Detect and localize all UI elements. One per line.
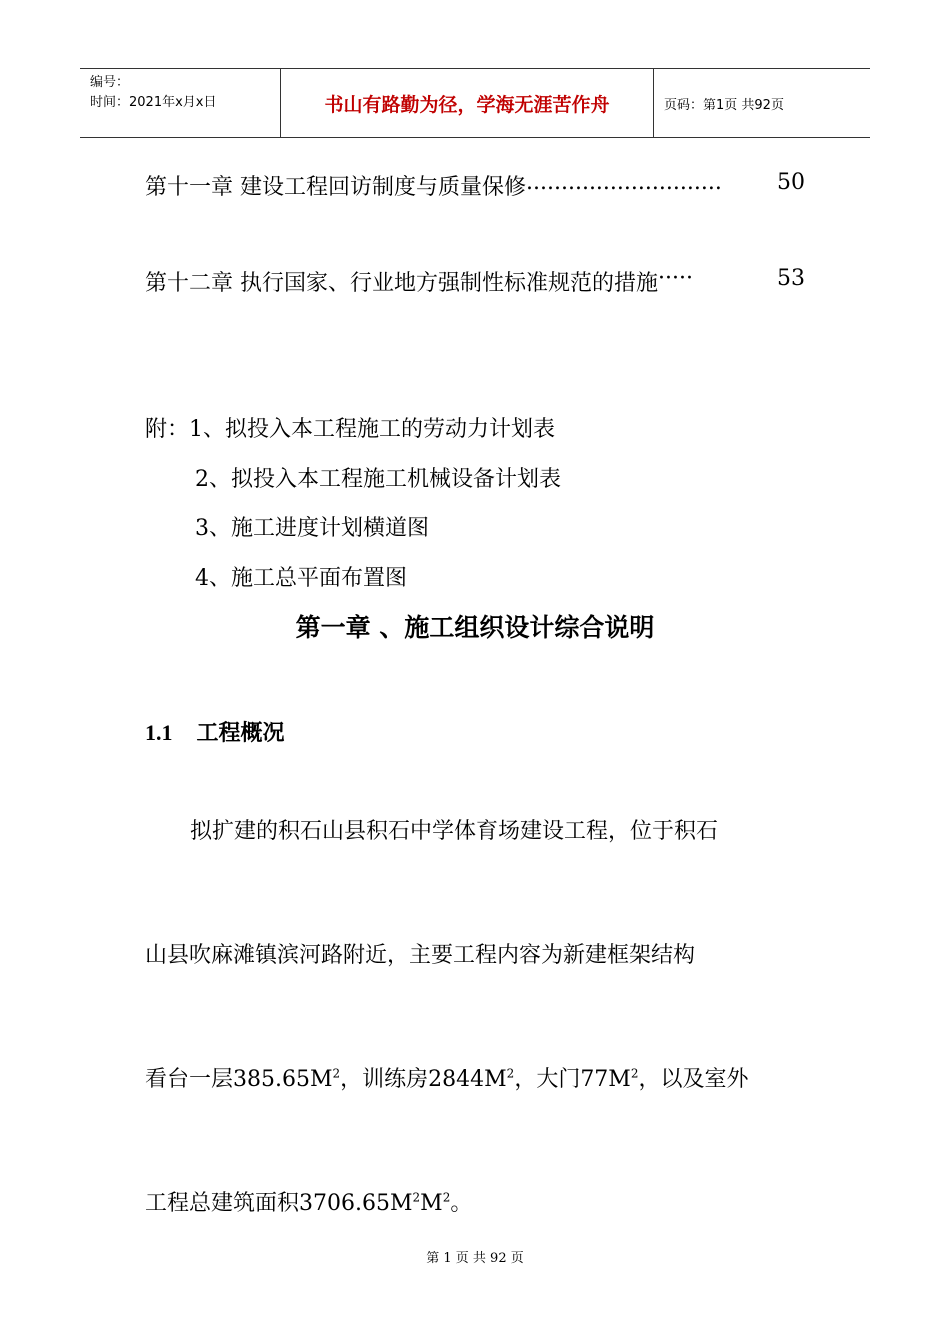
body-line-2: 山县吹麻滩镇滨河路附近，主要工程内容为新建框架结构 xyxy=(145,943,696,968)
toc-page: 50 xyxy=(777,170,805,195)
body-line-4: 工程总建筑面积$3706.65M^2M^2$。 xyxy=(145,1190,473,1216)
toc-title: 第十二章 执行国家、行业地方强制性标准规范的措施 xyxy=(145,271,658,296)
body-line-3: 看台一层$385.65M^2$，训练房$2844M^2$，大门$77M^2$，以及室外 xyxy=(145,1066,749,1092)
toc-page: 53 xyxy=(777,266,805,291)
appendix-line-1: 附：1、拟投入本工程施工的劳动力计划表 xyxy=(145,417,555,442)
page-footer: 第 1 页 共 92 页 xyxy=(426,1251,524,1266)
appendix-line-3: 3、施工进度计划横道图 xyxy=(195,516,429,541)
page-info: 页码：第1页 共92页 xyxy=(664,97,784,113)
section-title: 工程概况 xyxy=(196,721,285,746)
header-table xyxy=(80,68,870,138)
motto: 书山有路勤为径，学海无涯苦作舟 xyxy=(281,69,654,137)
header-info-cell xyxy=(80,69,281,137)
serial-label: 编号： xyxy=(90,75,130,90)
time-label: 时间：2021年x月x日 xyxy=(90,95,217,110)
toc-leader: ····· xyxy=(658,266,693,291)
appendix-line-2: 2、拟投入本工程施工机械设备计划表 xyxy=(195,467,561,492)
body-line-1: 拟扩建的积石山县积石中学体育场建设工程，位于积石 xyxy=(190,819,719,844)
section-heading xyxy=(145,716,285,747)
toc-leader: ............................ xyxy=(526,170,722,195)
appendix-line-4: 4、施工总平面布置图 xyxy=(195,566,407,591)
toc-title: 第十一章 建设工程回访制度与质量保修 xyxy=(145,175,526,200)
section-number: 1.1 xyxy=(145,720,173,745)
toc-entry-11 xyxy=(145,170,805,201)
chapter-title: 第一章 、施工组织设计综合说明 xyxy=(295,613,655,642)
toc-entry-12 xyxy=(145,266,805,297)
